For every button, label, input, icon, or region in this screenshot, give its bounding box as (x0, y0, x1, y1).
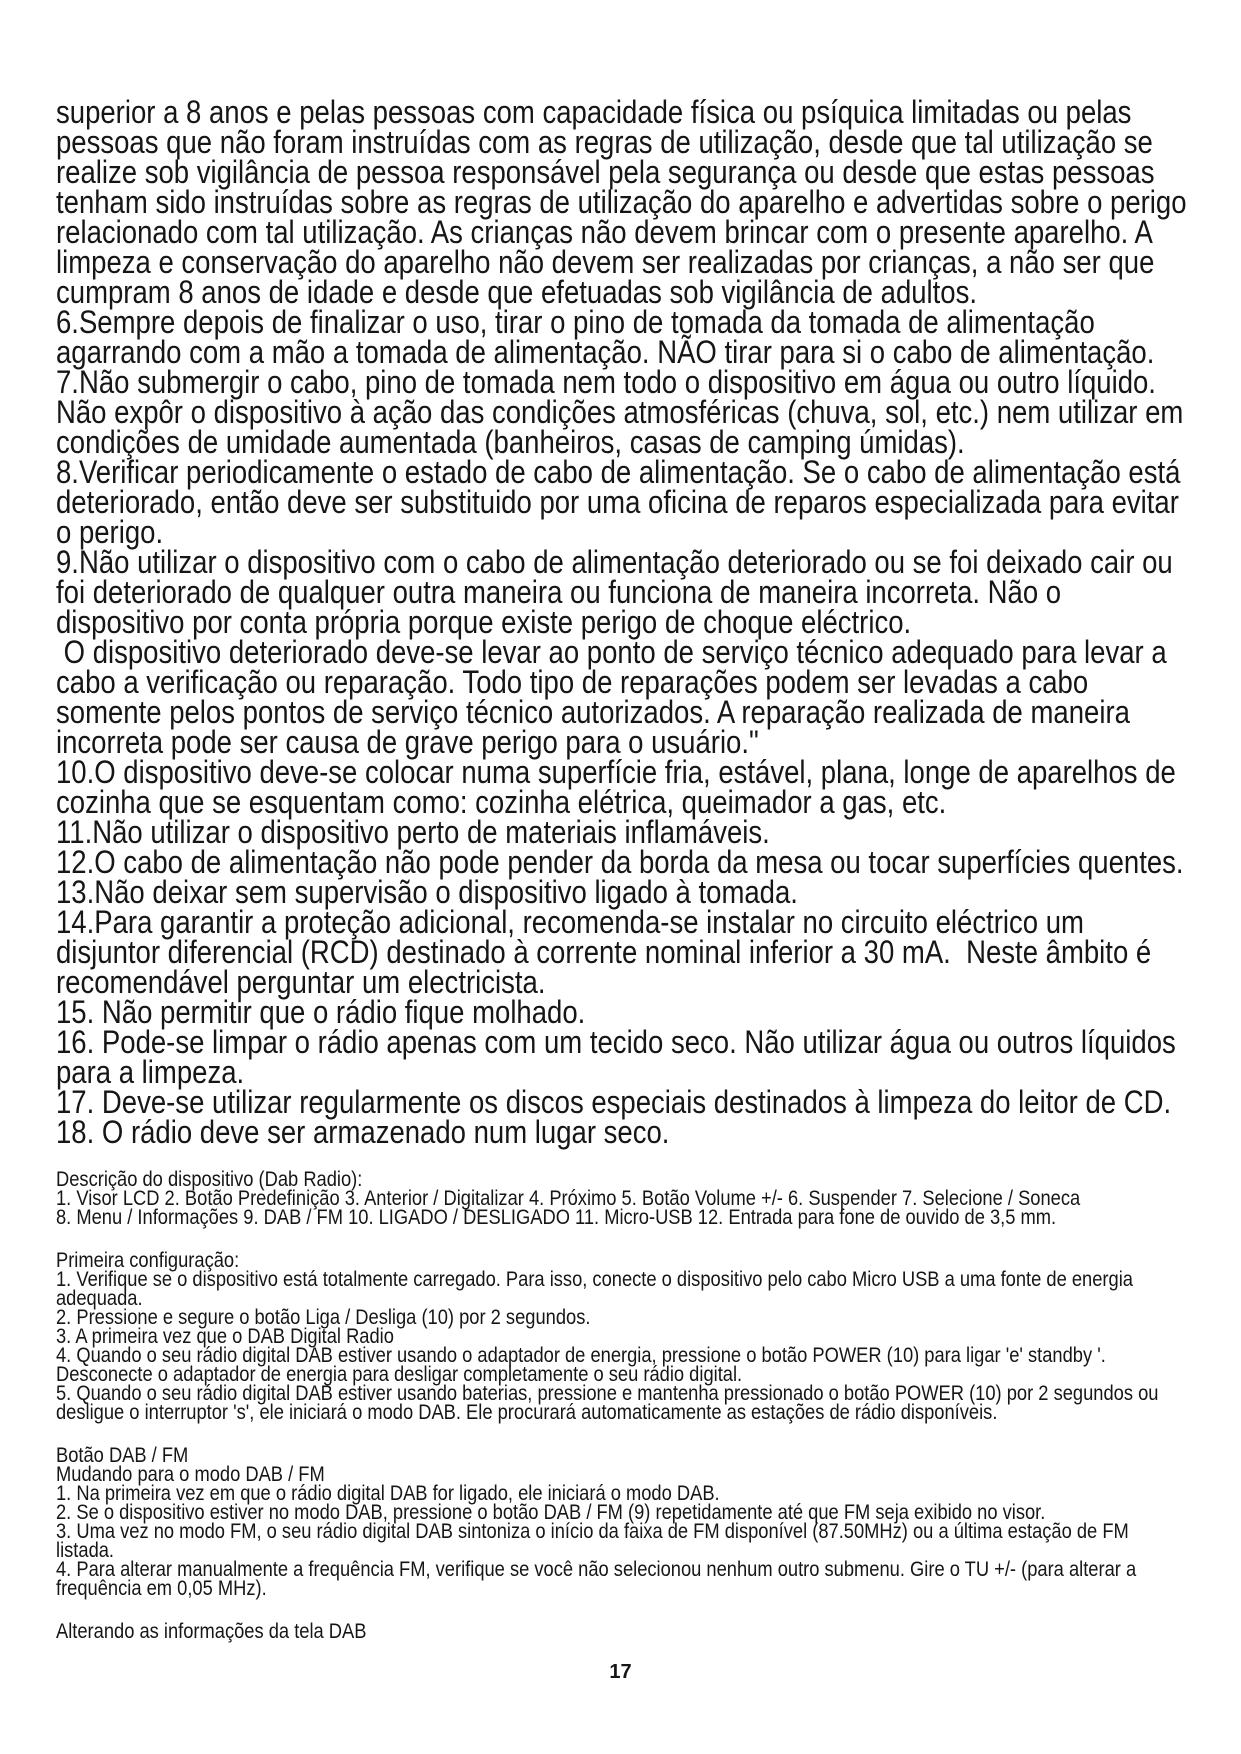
safety-text-line: 16. Pode-se limpar o rádio apenas com um tecido seco. Não utilizar água ou outros líquidos (56, 1024, 1176, 1060)
safety-text-line: 8.Verificar periodicamente o estado de cabo de alimentação. Se o cabo de alimentação está (56, 454, 1181, 490)
page-number: 17 (609, 1661, 632, 1683)
dab-fm-text-line: frequência em 0,05 MHz). (56, 1577, 267, 1600)
safety-text-line: somente pelos pontos de serviço técnico autorizados. A reparação realizada de maneira (56, 694, 1130, 730)
safety-text-line: condições de umidade aumentada (banheiros, casas de camping úmidas). (56, 424, 965, 460)
safety-text-line: incorreta pode ser causa de grave perigo para o usuário." (56, 724, 759, 760)
dab-fm-text-line: 4. Para alterar manualmente a frequência FM, verifique se você não selecionou nenhum outro submenu. Gire o TU +/- (para alterar a (56, 1558, 1137, 1581)
safety-text-line: limpeza e conservação do aparelho não devem ser realizadas por crianças, a não ser que (56, 244, 1155, 280)
safety-text-line: 6.Sempre depois de finalizar o uso, tirar o pino de tomada da tomada de alimentação (56, 304, 1095, 340)
safety-text-line: pessoas que não foram instruídas com as regras de utilização, desde que tal utilização se (56, 124, 1153, 160)
setup-text-line: 3. A primeira vez que o DAB Digital Radio (56, 1325, 394, 1348)
safety-text-line: o perigo. (56, 514, 164, 550)
safety-text-line: para a limpeza. (56, 1054, 245, 1090)
device-description-section (56, 1170, 1231, 1227)
first-setup-section (56, 1251, 1241, 1422)
section-heading: Descrição do dispositivo (Dab Radio): (56, 1168, 363, 1191)
safety-text-line: recomendável perguntar um electricista. (56, 964, 546, 1000)
safety-text-line: 7.Não submergir o cabo, pino de tomada nem todo o dispositivo em água ou outro líquido. (56, 364, 1156, 400)
setup-text-line: 1. Verifique se o dispositivo está totalmente carregado. Para isso, conecte o dispositivo pelo cabo Micro USB a uma fonte de energia (56, 1268, 1133, 1291)
setup-text-line: 2. Pressione e segure o botão Liga / Desliga (10) por 2 segundos. (56, 1306, 591, 1329)
safety-text-line: 13.Não deixar sem supervisão o dispositivo ligado à tomada. (56, 874, 798, 910)
safety-text-line: cabo a verificação ou reparação. Todo tipo de reparações podem ser levadas a cabo (56, 664, 1089, 700)
section-heading: Primeira configuração: (56, 1249, 240, 1272)
safety-text-line: cumpram 8 anos de idade e desde que efetuadas sob vigilância de adultos. (56, 274, 978, 310)
safety-text-line: 17. Deve-se utilizar regularmente os discos especiais destinados à limpeza do leitor de CD. (56, 1084, 1172, 1120)
section-subheading: Mudando para o modo DAB / FM (56, 1463, 325, 1486)
description-text-line: 8. Menu / Informações 9. DAB / FM 10. LIGADO / DESLIGADO 11. Micro-USB 12. Entrada para fone de ouvido de 3,5 mm. (56, 1206, 1057, 1229)
dab-fm-text-line: listada. (56, 1539, 115, 1562)
safety-text-line: 11.Não utilizar o dispositivo perto de materiais inflamáveis. (56, 814, 770, 850)
section-heading: Botão DAB / FM (56, 1444, 189, 1467)
safety-text-line: 12.O cabo de alimentação não pode pender da borda da mesa ou tocar superfícies quentes. (56, 844, 1184, 880)
safety-text-line: relacionado com tal utilização. As crianças não devem brincar com o presente aparelho. A (56, 214, 1153, 250)
safety-text-line: agarrando com a mão a tomada de alimentação. NÃO tirar para si o cabo de alimentação. (56, 334, 1155, 370)
description-text-line: 1. Visor LCD 2. Botão Predefinição 3. Anterior / Digitalizar 4. Próximo 5. Botão Volume +/- 6. Suspender 7. Selecione / Soneca (56, 1187, 1081, 1210)
safety-text-line: 10.O dispositivo deve-se colocar numa superfície fria, estável, plana, longe de aparelhos de (56, 754, 1176, 790)
safety-text-line: 14.Para garantir a proteção adicional, recomenda-se instalar no circuito eléctrico um (56, 904, 1084, 940)
dab-display-info-section (56, 1622, 412, 1641)
setup-text-line: adequada. (56, 1287, 143, 1310)
safety-text-line: disjuntor diferencial (RCD) destinado à corrente nominal inferior a 30 mA. Neste âmbito é (56, 934, 1152, 970)
safety-text-line: cozinha que se esquentam como: cozinha elétrica, queimador a gas, etc. (56, 784, 947, 820)
dab-fm-text-line: 2. Se o dispositivo estiver no modo DAB, pressione o botão DAB / FM (9) repetidamente até que FM seja exibido no visor. (56, 1501, 1046, 1524)
dab-fm-text-line: 3. Uma vez no modo FM, o seu rádio digital DAB sintoniza o início da faixa de FM disponível (87.50MHz) ou a última estação de FM (56, 1520, 1129, 1543)
safety-text-line: Não expôr o dispositivo à ação das condições atmosféricas (chuva, sol, etc.) nem utilizar em (56, 394, 1184, 430)
safety-text-line: 15. Não permitir que o rádio fique molhado. (56, 994, 586, 1030)
safety-text-line: 9.Não utilizar o dispositivo com o cabo de alimentação deteriorado ou se foi deixado cair ou (56, 544, 1173, 580)
safety-text-line: deteriorado, então deve ser substituido por uma oficina de reparos especializada para evitar (56, 484, 1179, 520)
safety-text-line: dispositivo por conta própria porque existe perigo de choque eléctrico. (56, 604, 912, 640)
setup-text-line: 4. Quando o seu rádio digital DAB estiver usando o adaptador de energia, pressione o botão POWER (10) para ligar 'e' standby '. (56, 1344, 1106, 1367)
safety-text-line: foi deteriorado de qualquer outra maneira ou funciona de maneira incorreta. Não o (56, 574, 1062, 610)
safety-instructions (56, 94, 1241, 1150)
section-heading: Alterando as informações da tela DAB (56, 1620, 367, 1643)
dab-fm-button-section (56, 1446, 1241, 1598)
safety-text-line: 18. O rádio deve ser armazenado num lugar seco. (56, 1114, 670, 1150)
setup-text-line: 5. Quando o seu rádio digital DAB estiver usando baterias, pressione e mantenha pressionado o botão POWER (10) por 2 segundos ou (56, 1382, 1159, 1405)
setup-text-line: desligue o interruptor 's', ele iniciará o modo DAB. Ele procurará automaticamente as estações de rádio disponíveis. (56, 1401, 998, 1424)
safety-text-line: superior a 8 anos e pelas pessoas com capacidade física ou psíquica limitadas ou pelas (56, 94, 1132, 130)
safety-text-line: O dispositivo deteriorado deve-se levar ao ponto de serviço técnico adequado para levar a (56, 634, 1167, 670)
dab-fm-text-line: 1. Na primeira vez em que o rádio digital DAB for ligado, ele iniciará o modo DAB. (56, 1482, 720, 1505)
safety-text-line: realize sob vigilância de pessoa responsável pela segurança ou desde que estas pessoas (56, 154, 1155, 190)
setup-text-line: Desconecte o adaptador de energia para desligar completamente o seu rádio digital. (56, 1363, 743, 1386)
safety-text-line: tenham sido instruídas sobre as regras de utilização do aparelho e advertidas sobre o perigo (56, 184, 1187, 220)
